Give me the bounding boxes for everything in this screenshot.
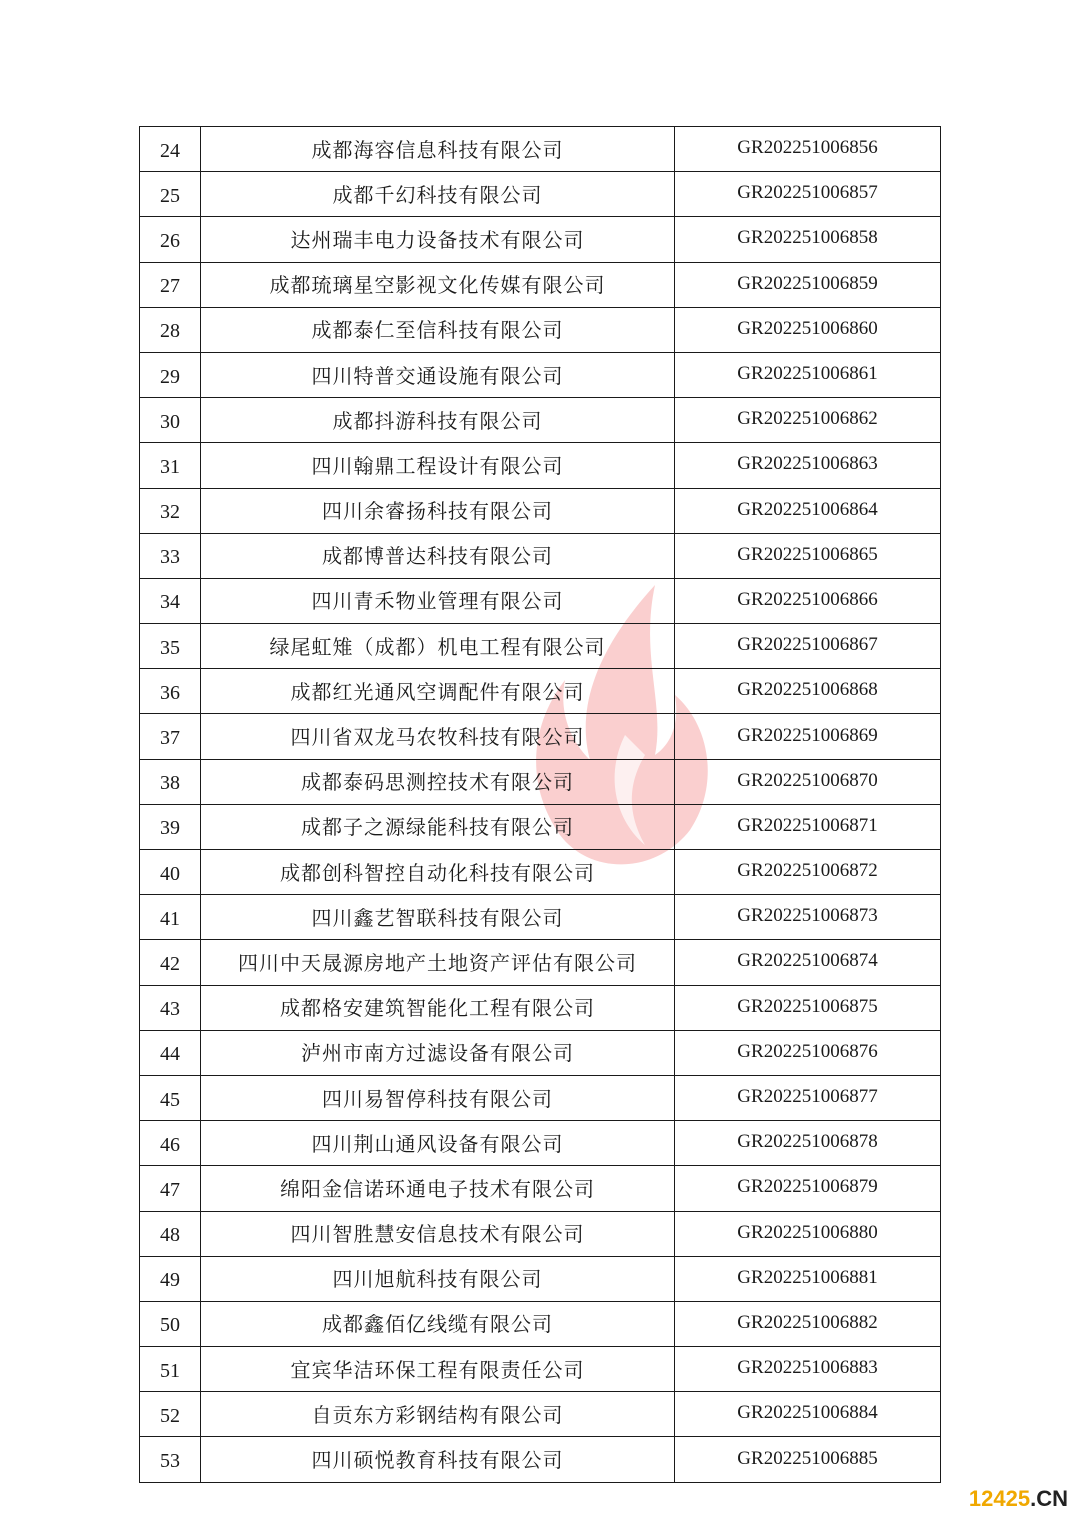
certificate-code: GR202251006862 bbox=[675, 398, 941, 443]
company-name: 四川特普交通设施有限公司 bbox=[201, 352, 675, 397]
company-name: 成都泰码思测控技术有限公司 bbox=[201, 759, 675, 804]
company-name: 泸州市南方过滤设备有限公司 bbox=[201, 1030, 675, 1075]
company-name: 四川鑫艺智联科技有限公司 bbox=[201, 895, 675, 940]
row-number: 29 bbox=[140, 352, 201, 397]
table-row bbox=[140, 217, 941, 262]
row-number: 30 bbox=[140, 398, 201, 443]
row-number: 44 bbox=[140, 1030, 201, 1075]
table-row bbox=[140, 307, 941, 352]
certificate-code: GR202251006857 bbox=[675, 172, 941, 217]
table-row bbox=[140, 1121, 941, 1166]
certificate-code: GR202251006859 bbox=[675, 262, 941, 307]
company-name: 四川翰鼎工程设计有限公司 bbox=[201, 443, 675, 488]
company-name: 成都千幻科技有限公司 bbox=[201, 172, 675, 217]
company-name: 自贡东方彩钢结构有限公司 bbox=[201, 1392, 675, 1437]
company-name: 四川荆山通风设备有限公司 bbox=[201, 1121, 675, 1166]
table-row bbox=[140, 985, 941, 1030]
company-name: 成都海容信息科技有限公司 bbox=[201, 127, 675, 172]
certificate-code: GR202251006884 bbox=[675, 1392, 941, 1437]
row-number: 49 bbox=[140, 1256, 201, 1301]
row-number: 46 bbox=[140, 1121, 201, 1166]
table-row bbox=[140, 1075, 941, 1120]
certificate-code: GR202251006877 bbox=[675, 1075, 941, 1120]
table-row bbox=[140, 759, 941, 804]
table-row bbox=[140, 669, 941, 714]
certificate-code: GR202251006867 bbox=[675, 624, 941, 669]
row-number: 41 bbox=[140, 895, 201, 940]
certificate-code: GR202251006863 bbox=[675, 443, 941, 488]
certificate-code: GR202251006883 bbox=[675, 1347, 941, 1392]
certificate-code: GR202251006864 bbox=[675, 488, 941, 533]
certificate-code: GR202251006885 bbox=[675, 1437, 941, 1482]
row-number: 47 bbox=[140, 1166, 201, 1211]
table-row bbox=[140, 578, 941, 623]
company-name: 成都创科智控自动化科技有限公司 bbox=[201, 850, 675, 895]
company-name: 四川易智停科技有限公司 bbox=[201, 1075, 675, 1120]
table-row bbox=[140, 1256, 941, 1301]
row-number: 50 bbox=[140, 1301, 201, 1346]
site-logo-suffix: .CN bbox=[1030, 1486, 1068, 1511]
company-name: 四川余睿扬科技有限公司 bbox=[201, 488, 675, 533]
certificate-code: GR202251006858 bbox=[675, 217, 941, 262]
row-number: 43 bbox=[140, 985, 201, 1030]
row-number: 27 bbox=[140, 262, 201, 307]
company-name: 达州瑞丰电力设备技术有限公司 bbox=[201, 217, 675, 262]
row-number: 32 bbox=[140, 488, 201, 533]
certificate-code: GR202251006860 bbox=[675, 307, 941, 352]
company-name: 成都格安建筑智能化工程有限公司 bbox=[201, 985, 675, 1030]
row-number: 42 bbox=[140, 940, 201, 985]
certificate-code: GR202251006865 bbox=[675, 533, 941, 578]
row-number: 48 bbox=[140, 1211, 201, 1256]
site-logo bbox=[969, 1486, 1068, 1512]
table-row bbox=[140, 1437, 941, 1482]
certificate-code: GR202251006856 bbox=[675, 127, 941, 172]
certificate-code: GR202251006872 bbox=[675, 850, 941, 895]
certificate-code: GR202251006879 bbox=[675, 1166, 941, 1211]
row-number: 52 bbox=[140, 1392, 201, 1437]
company-name: 成都琉璃星空影视文化传媒有限公司 bbox=[201, 262, 675, 307]
company-name: 成都抖游科技有限公司 bbox=[201, 398, 675, 443]
table-row bbox=[140, 398, 941, 443]
certificate-code: GR202251006869 bbox=[675, 714, 941, 759]
row-number: 39 bbox=[140, 804, 201, 849]
table-row bbox=[140, 127, 941, 172]
table-row bbox=[140, 1211, 941, 1256]
table-row bbox=[140, 352, 941, 397]
row-number: 51 bbox=[140, 1347, 201, 1392]
table-row bbox=[140, 624, 941, 669]
certificate-code: GR202251006880 bbox=[675, 1211, 941, 1256]
row-number: 45 bbox=[140, 1075, 201, 1120]
certificate-code: GR202251006870 bbox=[675, 759, 941, 804]
company-name: 绿尾虹雉（成都）机电工程有限公司 bbox=[201, 624, 675, 669]
table-row bbox=[140, 1301, 941, 1346]
company-list-table bbox=[139, 126, 941, 1483]
certificate-code: GR202251006868 bbox=[675, 669, 941, 714]
table-row bbox=[140, 714, 941, 759]
company-name: 四川硕悦教育科技有限公司 bbox=[201, 1437, 675, 1482]
row-number: 26 bbox=[140, 217, 201, 262]
table-row bbox=[140, 533, 941, 578]
company-name: 宜宾华洁环保工程有限责任公司 bbox=[201, 1347, 675, 1392]
row-number: 37 bbox=[140, 714, 201, 759]
table-row bbox=[140, 1166, 941, 1211]
row-number: 24 bbox=[140, 127, 201, 172]
certificate-code: GR202251006878 bbox=[675, 1121, 941, 1166]
table-row bbox=[140, 488, 941, 533]
certificate-code: GR202251006874 bbox=[675, 940, 941, 985]
certificate-code: GR202251006861 bbox=[675, 352, 941, 397]
certificate-code: GR202251006873 bbox=[675, 895, 941, 940]
row-number: 28 bbox=[140, 307, 201, 352]
table-row bbox=[140, 443, 941, 488]
table-row bbox=[140, 1030, 941, 1075]
row-number: 53 bbox=[140, 1437, 201, 1482]
table-row bbox=[140, 804, 941, 849]
row-number: 31 bbox=[140, 443, 201, 488]
table-row bbox=[140, 940, 941, 985]
certificate-code: GR202251006882 bbox=[675, 1301, 941, 1346]
table-row bbox=[140, 1347, 941, 1392]
company-name: 四川省双龙马农牧科技有限公司 bbox=[201, 714, 675, 759]
company-name: 四川青禾物业管理有限公司 bbox=[201, 578, 675, 623]
table-row bbox=[140, 262, 941, 307]
row-number: 25 bbox=[140, 172, 201, 217]
row-number: 33 bbox=[140, 533, 201, 578]
table-row bbox=[140, 172, 941, 217]
company-name: 成都泰仁至信科技有限公司 bbox=[201, 307, 675, 352]
table-row bbox=[140, 850, 941, 895]
company-name: 四川中天晟源房地产土地资产评估有限公司 bbox=[201, 940, 675, 985]
certificate-code: GR202251006866 bbox=[675, 578, 941, 623]
company-name: 成都博普达科技有限公司 bbox=[201, 533, 675, 578]
row-number: 40 bbox=[140, 850, 201, 895]
company-name: 四川智胜慧安信息技术有限公司 bbox=[201, 1211, 675, 1256]
company-name: 成都红光通风空调配件有限公司 bbox=[201, 669, 675, 714]
certificate-code: GR202251006875 bbox=[675, 985, 941, 1030]
row-number: 34 bbox=[140, 578, 201, 623]
certificate-code: GR202251006871 bbox=[675, 804, 941, 849]
site-logo-number: 12425 bbox=[968, 1486, 1031, 1511]
table-row bbox=[140, 895, 941, 940]
table-body bbox=[140, 127, 941, 1483]
certificate-code: GR202251006881 bbox=[675, 1256, 941, 1301]
company-name: 成都子之源绿能科技有限公司 bbox=[201, 804, 675, 849]
row-number: 35 bbox=[140, 624, 201, 669]
row-number: 36 bbox=[140, 669, 201, 714]
company-name: 绵阳金信诺环通电子技术有限公司 bbox=[201, 1166, 675, 1211]
certificate-code: GR202251006876 bbox=[675, 1030, 941, 1075]
row-number: 38 bbox=[140, 759, 201, 804]
company-name: 四川旭航科技有限公司 bbox=[201, 1256, 675, 1301]
company-name: 成都鑫佰亿线缆有限公司 bbox=[201, 1301, 675, 1346]
table-row bbox=[140, 1392, 941, 1437]
